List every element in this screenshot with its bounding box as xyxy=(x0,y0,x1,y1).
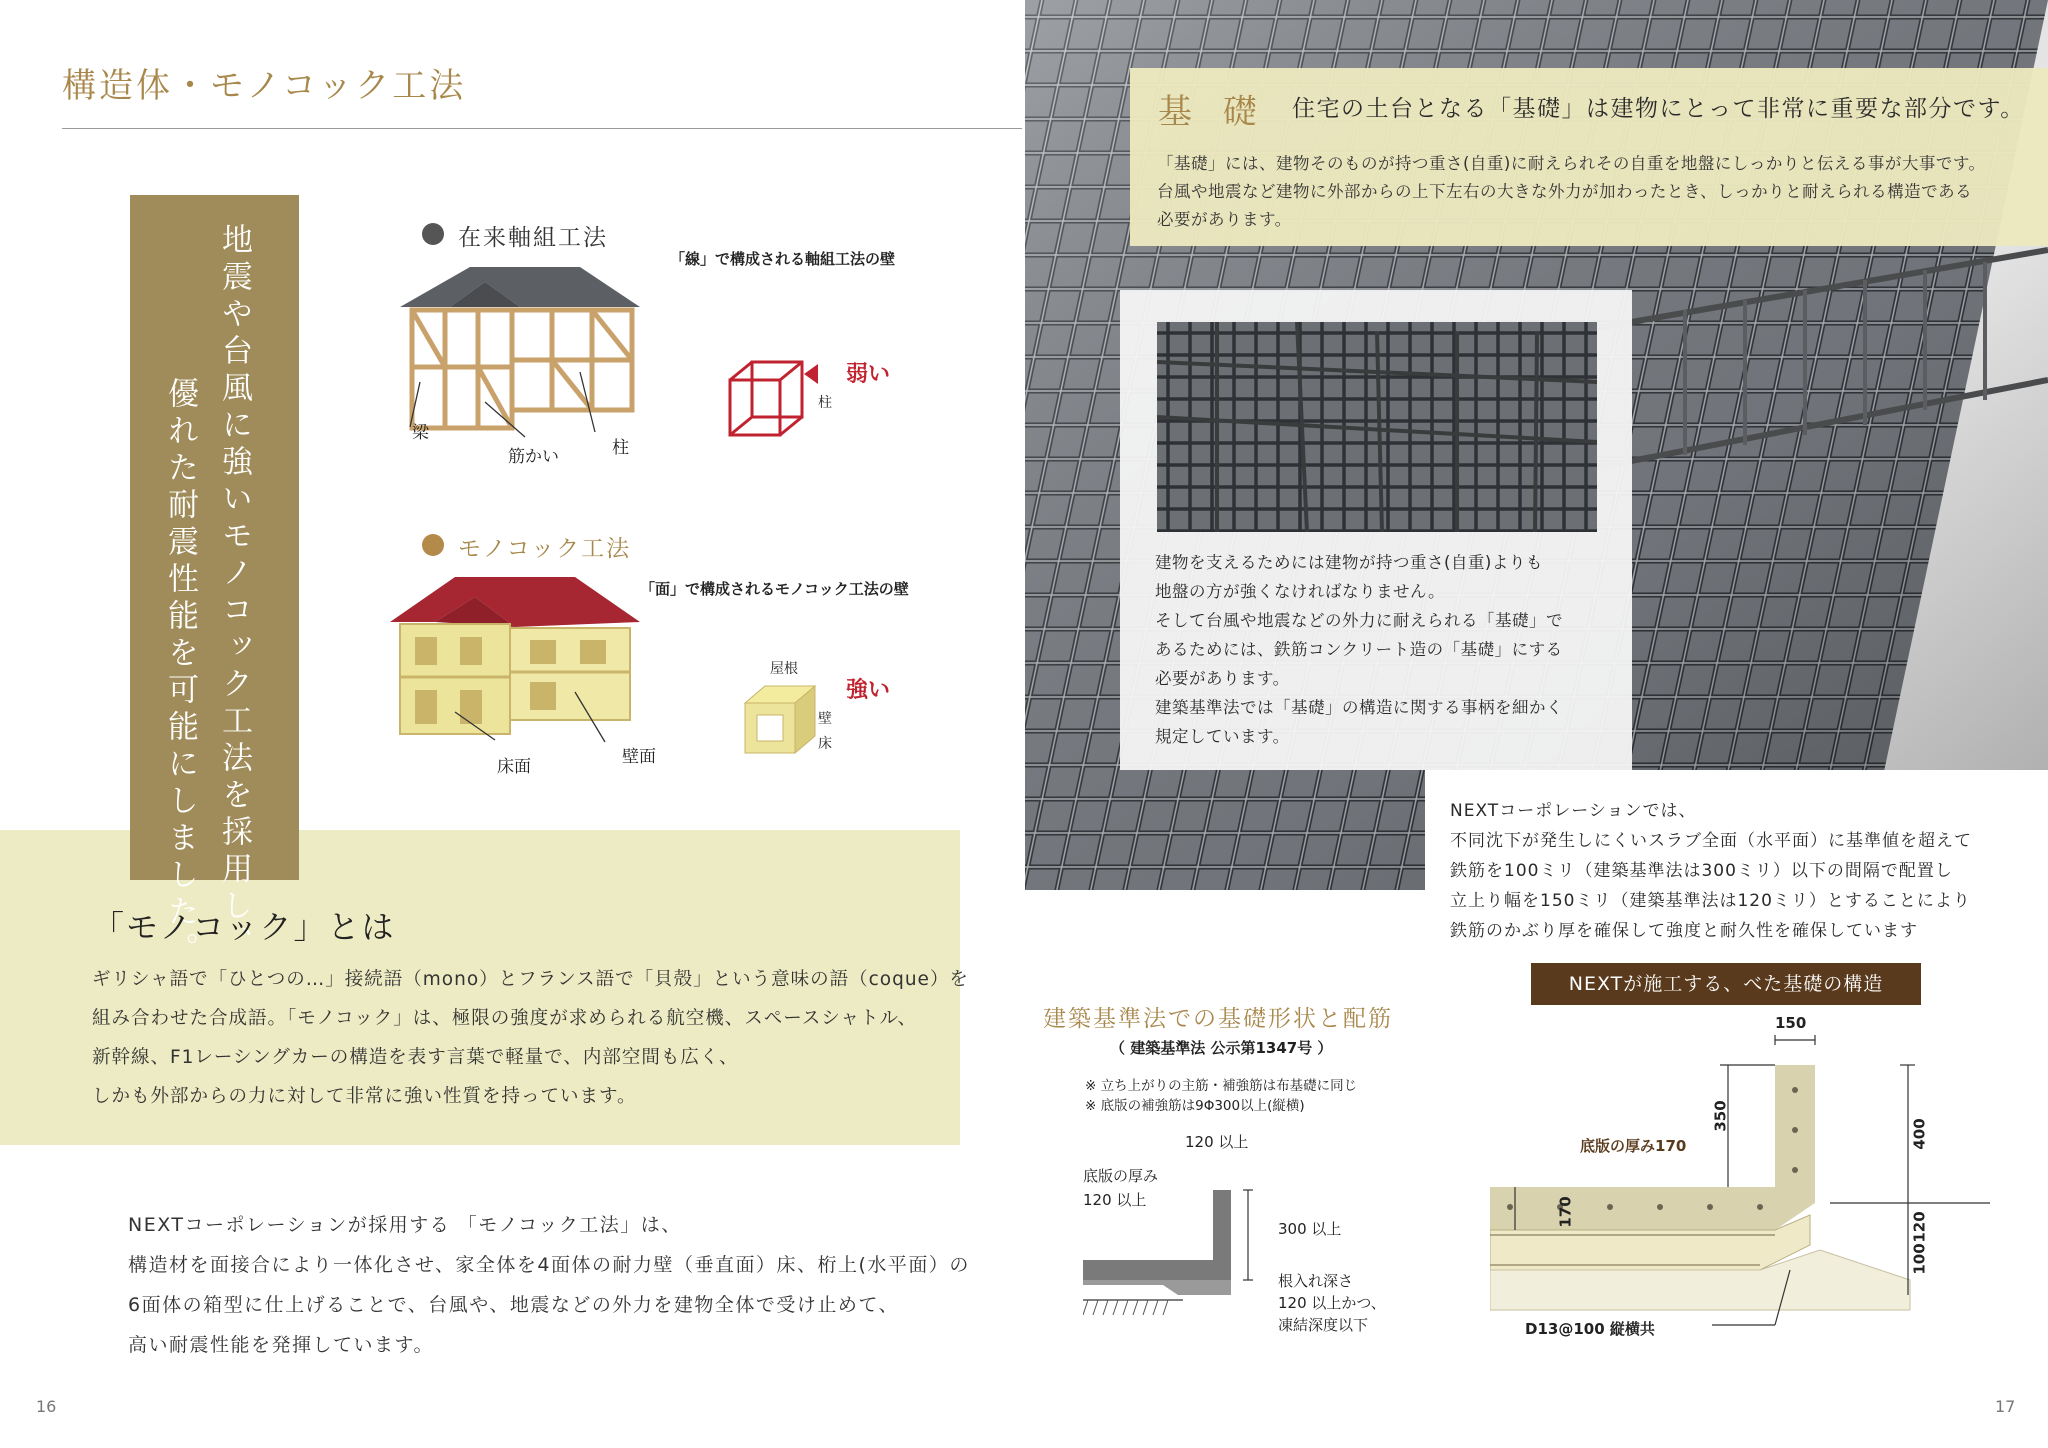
conventional-method-label: 在来軸組工法 xyxy=(458,225,608,251)
law-diagram-title: 建築基準法での基礎形状と配筋 xyxy=(1043,1006,1393,1032)
dim-350: 350 xyxy=(1711,1100,1730,1132)
weak-label: 弱い xyxy=(846,362,891,387)
next-mat-foundation-diagram xyxy=(1490,1025,2010,1355)
foundation-text-line: 必要があります。 xyxy=(1157,210,1292,229)
cube-part-column: 柱 xyxy=(818,395,832,411)
next-text-line: NEXTコーポレーションが採用する 「モノコック工法」は、 xyxy=(128,1214,682,1236)
title-divider xyxy=(62,128,1022,129)
monocoque-text-line: 組み合わせた合成語。「モノコック」は、極限の強度が求められる航空機、スペースシャトル、 xyxy=(92,1008,917,1029)
part-label-beam: 梁 xyxy=(412,423,429,443)
next-foundation-line: 鉄筋のかぶり厚を確保して強度と耐久性を確保しています xyxy=(1450,921,1918,941)
next-text-line: 高い耐震性能を発揮しています。 xyxy=(128,1334,434,1356)
detail-text-line: 地盤の方が強くなければなりません。 xyxy=(1155,582,1445,601)
monocoque-text-line: 新幹線、F1レーシングカーの構造を表す言葉で軽量で、内部空間も広く、 xyxy=(92,1047,739,1068)
line-frame-cube-illustration xyxy=(722,352,822,447)
detail-text-line: 必要があります。 xyxy=(1155,669,1290,688)
foundation-title: 基 礎 xyxy=(1158,92,1267,132)
dim-embed-frost: 凍結深度以下 xyxy=(1278,1316,1369,1334)
law-note: ※ 底版の補強筋は9Φ300以上(縦横) xyxy=(1085,1098,1305,1114)
bullet-dot-icon xyxy=(422,534,444,556)
part-label-brace: 筋かい xyxy=(508,447,559,467)
dim-slab-170-label: 底版の厚み170 xyxy=(1580,1137,1687,1155)
slogan-line-1: 地震や台風に強いモノコック工法を採用し、 xyxy=(216,223,252,963)
next-text-line: 6面体の箱型に仕上げることで、台風や、地震などの外力を建物全体で受け止めて、 xyxy=(128,1294,899,1316)
detail-text-line: 規定しています。 xyxy=(1155,727,1290,746)
monocoque-heading: 「モノコック」とは xyxy=(92,908,396,946)
law-diagram-subtitle: （ 建築基準法 公示第1347号 ） xyxy=(1110,1039,1333,1057)
next-foundation-line: 立上り幅を150ミリ（建築基準法は120ミリ）とすることにより xyxy=(1450,891,1971,911)
dim-170: 170 xyxy=(1556,1196,1575,1228)
rebar-spec-label: D13@100 縦横共 xyxy=(1525,1320,1655,1338)
monocoque-text-line: ギリシャ語で「ひとつの…」接続語（mono）とフランス語で「貝殻」という意味の語（coque）を xyxy=(92,969,969,990)
next-text-line: 構造材を面接合により一体化させ、家全体を4面体の耐力壁（垂直面）床、桁上(水平面）の xyxy=(128,1254,970,1276)
part-label-column: 柱 xyxy=(612,438,629,458)
monocoque-method-label: モノコック工法 xyxy=(458,536,632,562)
page-number-left: 16 xyxy=(36,1397,57,1416)
detail-text-line: 建物を支えるためには建物が持つ重さ(自重)よりも xyxy=(1155,553,1543,572)
dim-width-150: 150 xyxy=(1775,1014,1807,1032)
bullet-dot-icon xyxy=(422,223,444,245)
page-title: 構造体・モノコック工法 xyxy=(62,66,467,106)
cube-part-roof: 屋根 xyxy=(770,661,798,677)
dim-slab-label: 底版の厚み xyxy=(1083,1167,1159,1185)
next-foundation-line: 鉄筋を100ミリ（建築基準法は300ミリ）以下の間隔で配置し xyxy=(1450,861,1953,881)
rebar-cage-photo xyxy=(1157,322,1597,532)
foundation-subtitle: 住宅の土台となる「基礎」は建物にとって非常に重要な部分です。 xyxy=(1292,96,2025,122)
cube-part-floor: 床 xyxy=(818,736,832,752)
page-number-right: 17 xyxy=(1995,1397,2016,1416)
next-structure-title: NEXTが施工する、べた基礎の構造 xyxy=(1531,963,1921,1005)
dim-slab-value: 120 以上 xyxy=(1083,1191,1147,1209)
detail-text-line: あるためには、鉄筋コンクリート造の「基礎」にする xyxy=(1155,640,1563,659)
dim-height: 300 以上 xyxy=(1278,1220,1342,1238)
monocoque-wall-caption: 「面」で構成されるモノコック工法の壁 xyxy=(640,580,909,598)
dim-embed-label: 根入れ深さ xyxy=(1278,1272,1354,1290)
detail-text-line: 建築基準法では「基礎」の構造に関する事柄を細かく xyxy=(1155,698,1563,717)
strong-label: 強い xyxy=(846,678,891,703)
conventional-wall-caption: 「線」で構成される軸組工法の壁 xyxy=(670,250,896,268)
next-foundation-line: 不同沈下が発生しにくいスラブ全面（水平面）に基準値を超えて xyxy=(1450,831,1972,851)
foundation-text-line: 台風や地震など建物に外部からの上下左右の大きな外力が加わったとき、しっかりと耐えられる構造である xyxy=(1157,182,1973,201)
dim-400: 400 xyxy=(1910,1118,1929,1150)
law-note: ※ 立ち上がりの主筋・補強筋は布基礎に同じ xyxy=(1085,1078,1358,1094)
next-foundation-line: NEXTコーポレーションでは、 xyxy=(1450,801,1697,821)
detail-text-line: そして台風や地震などの外力に耐えられる「基礎」で xyxy=(1155,611,1563,630)
monocoque-text-line: しかも外部からの力に対して非常に強い性質を持っています。 xyxy=(92,1086,637,1107)
part-label-floor: 床面 xyxy=(497,757,531,777)
cube-part-wall: 壁 xyxy=(818,711,832,727)
dim-120: 120 xyxy=(1910,1211,1929,1243)
dim-top-width: 120 以上 xyxy=(1185,1133,1249,1151)
law-foundation-section-diagram xyxy=(1083,1165,1283,1315)
part-label-wall: 壁面 xyxy=(622,747,656,767)
monocoque-house-illustration xyxy=(385,572,645,752)
conventional-house-illustration xyxy=(390,262,650,457)
dim-100: 100 xyxy=(1910,1243,1929,1275)
dim-embed-value: 120 以上かつ、 xyxy=(1278,1294,1386,1312)
foundation-text-line: 「基礎」には、建物そのものが持つ重さ(自重)に耐えられその自重を地盤にしっかりと伝える事が大事です。 xyxy=(1157,154,1986,173)
slogan-line-2: 優れた耐震性能を可能にしました。 xyxy=(162,377,198,969)
